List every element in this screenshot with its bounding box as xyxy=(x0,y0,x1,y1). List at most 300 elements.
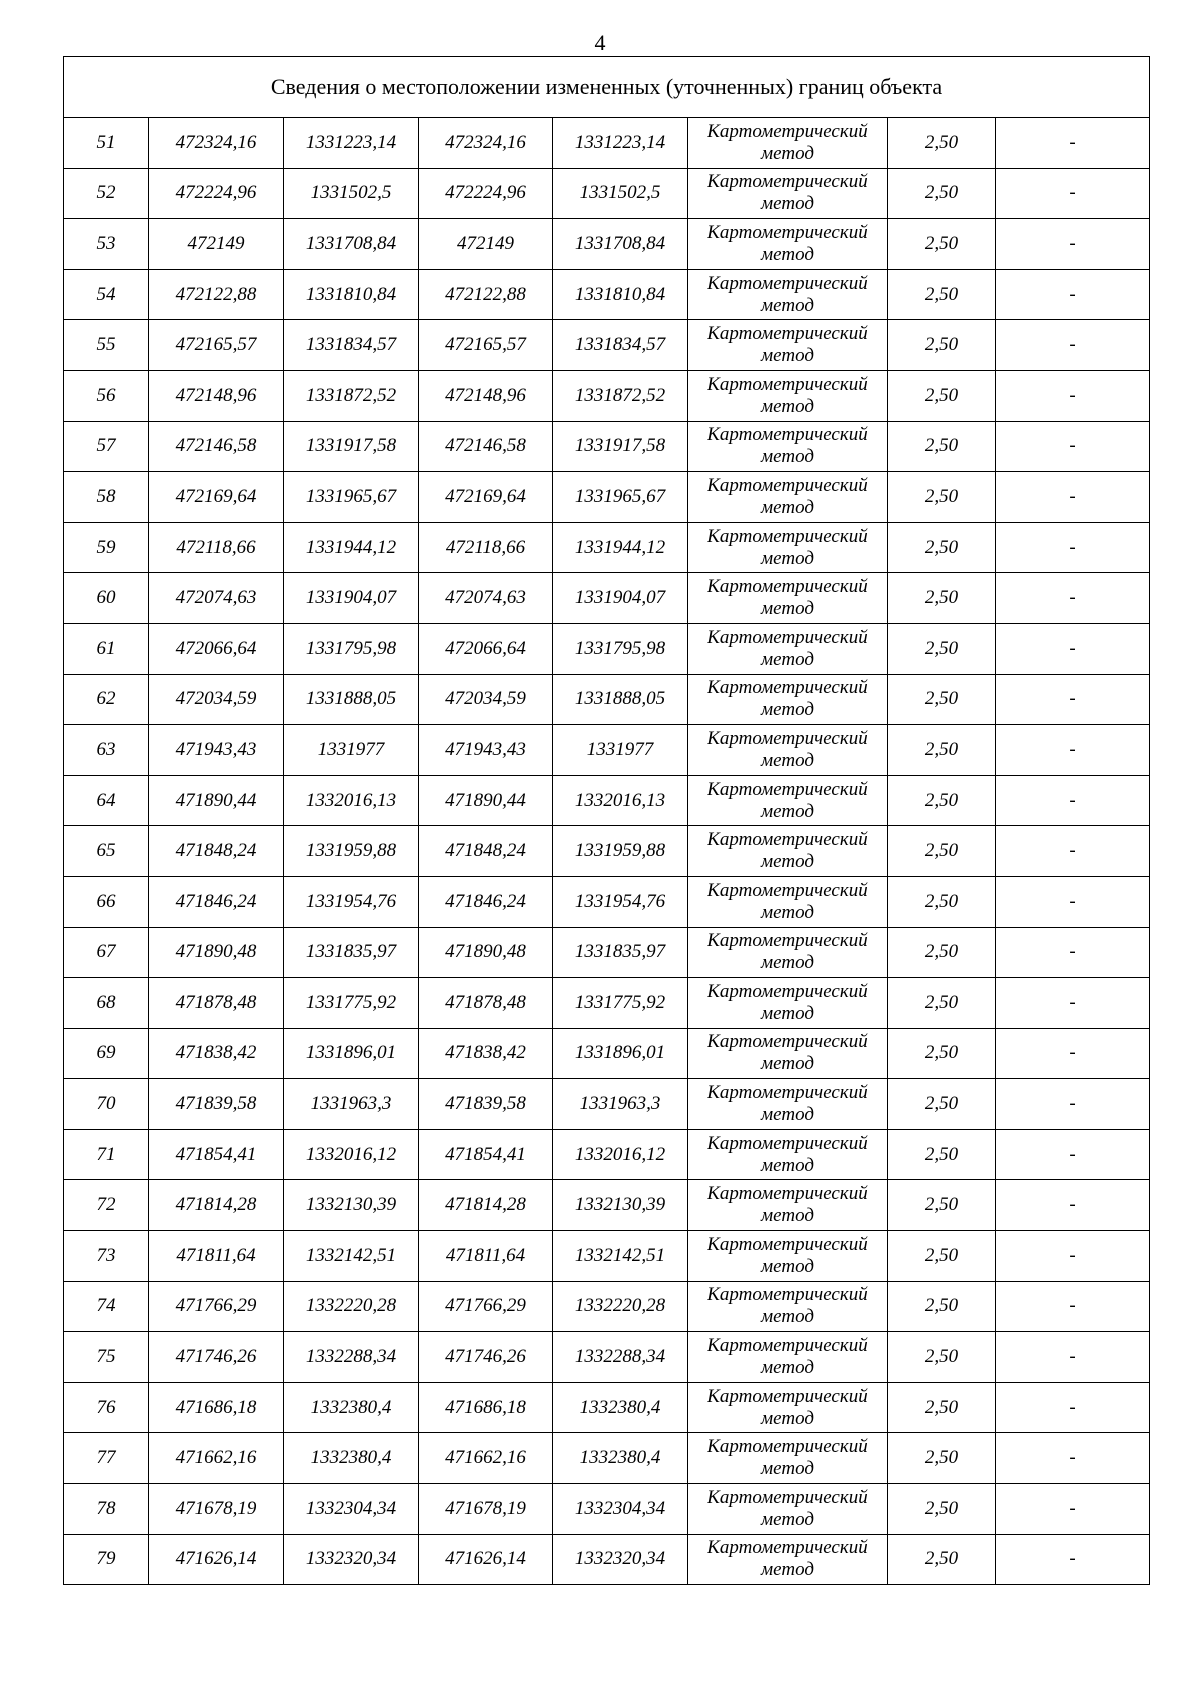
note-cell: - xyxy=(996,1180,1150,1231)
method-line-1: Картометрический xyxy=(707,778,868,800)
point-number-cell: 75 xyxy=(64,1332,149,1383)
method-line-2: метод xyxy=(761,1002,814,1024)
accuracy-cell: 2,50 xyxy=(888,421,996,472)
note-cell: - xyxy=(996,168,1150,219)
accuracy-cell: 2,50 xyxy=(888,674,996,725)
existing-x-cell: 472149 xyxy=(149,219,284,270)
method-line-1: Картометрический xyxy=(707,1183,868,1205)
existing-y-cell: 1331708,84 xyxy=(284,219,419,270)
note-cell: - xyxy=(996,876,1150,927)
table-row xyxy=(64,522,1150,573)
method-cell xyxy=(688,269,888,320)
new-x-cell: 472146,58 xyxy=(419,421,553,472)
method-line-1: Картометрический xyxy=(707,727,868,749)
existing-x-cell: 472146,58 xyxy=(149,421,284,472)
method-cell xyxy=(688,978,888,1029)
existing-y-cell: 1331888,05 xyxy=(284,674,419,725)
accuracy-cell: 2,50 xyxy=(888,1180,996,1231)
existing-y-cell: 1331795,98 xyxy=(284,623,419,674)
existing-x-cell: 471854,41 xyxy=(149,1129,284,1180)
point-number-cell: 55 xyxy=(64,320,149,371)
note-cell: - xyxy=(996,674,1150,725)
accuracy-cell: 2,50 xyxy=(888,1028,996,1079)
point-number-cell: 58 xyxy=(64,472,149,523)
method-line-2: метод xyxy=(761,547,814,569)
table-row xyxy=(64,1079,1150,1130)
existing-y-cell: 1331954,76 xyxy=(284,876,419,927)
existing-x-cell: 471626,14 xyxy=(149,1534,284,1585)
method-cell xyxy=(688,472,888,523)
method-cell xyxy=(688,1180,888,1231)
note-cell: - xyxy=(996,1281,1150,1332)
table-row xyxy=(64,118,1150,169)
existing-x-cell: 472165,57 xyxy=(149,320,284,371)
new-y-cell: 1331965,67 xyxy=(553,472,688,523)
method-line-2: метод xyxy=(761,851,814,873)
method-cell xyxy=(688,320,888,371)
new-x-cell: 471848,24 xyxy=(419,826,553,877)
note-cell: - xyxy=(996,1231,1150,1282)
point-number-cell: 71 xyxy=(64,1129,149,1180)
new-y-cell: 1331888,05 xyxy=(553,674,688,725)
existing-x-cell: 471814,28 xyxy=(149,1180,284,1231)
accuracy-cell: 2,50 xyxy=(888,573,996,624)
existing-y-cell: 1331896,01 xyxy=(284,1028,419,1079)
method-line-1: Картометрический xyxy=(707,1335,868,1357)
method-line-1: Картометрический xyxy=(707,221,868,243)
note-cell: - xyxy=(996,320,1150,371)
new-x-cell: 471746,26 xyxy=(419,1332,553,1383)
table-row xyxy=(64,927,1150,978)
method-cell xyxy=(688,876,888,927)
note-cell: - xyxy=(996,1433,1150,1484)
accuracy-cell: 2,50 xyxy=(888,370,996,421)
method-cell xyxy=(688,522,888,573)
table-row xyxy=(64,1180,1150,1231)
new-x-cell: 471686,18 xyxy=(419,1382,553,1433)
point-number-cell: 52 xyxy=(64,168,149,219)
point-number-cell: 67 xyxy=(64,927,149,978)
existing-x-cell: 472122,88 xyxy=(149,269,284,320)
accuracy-cell: 2,50 xyxy=(888,1484,996,1535)
method-line-1: Картометрический xyxy=(707,1537,868,1559)
new-y-cell: 1331502,5 xyxy=(553,168,688,219)
existing-y-cell: 1331502,5 xyxy=(284,168,419,219)
table-row xyxy=(64,1484,1150,1535)
method-line-2: метод xyxy=(761,1407,814,1429)
method-line-1: Картометрический xyxy=(707,525,868,547)
new-x-cell: 472122,88 xyxy=(419,269,553,320)
new-x-cell: 472074,63 xyxy=(419,573,553,624)
existing-x-cell: 472324,16 xyxy=(149,118,284,169)
existing-y-cell: 1332142,51 xyxy=(284,1231,419,1282)
table-row xyxy=(64,1332,1150,1383)
table-row xyxy=(64,1281,1150,1332)
method-line-2: метод xyxy=(761,1306,814,1328)
note-cell: - xyxy=(996,826,1150,877)
table-row xyxy=(64,1028,1150,1079)
method-line-2: метод xyxy=(761,901,814,923)
point-number-cell: 57 xyxy=(64,421,149,472)
note-cell: - xyxy=(996,522,1150,573)
method-line-2: метод xyxy=(761,1357,814,1379)
point-number-cell: 63 xyxy=(64,725,149,776)
note-cell: - xyxy=(996,978,1150,1029)
existing-x-cell: 471878,48 xyxy=(149,978,284,1029)
method-line-1: Картометрический xyxy=(707,1132,868,1154)
note-cell: - xyxy=(996,269,1150,320)
accuracy-cell: 2,50 xyxy=(888,1129,996,1180)
new-y-cell: 1332320,34 xyxy=(553,1534,688,1585)
note-cell: - xyxy=(996,1079,1150,1130)
method-line-1: Картометрический xyxy=(707,829,868,851)
existing-y-cell: 1331872,52 xyxy=(284,370,419,421)
method-line-1: Картометрический xyxy=(707,1385,868,1407)
existing-x-cell: 472034,59 xyxy=(149,674,284,725)
accuracy-cell: 2,50 xyxy=(888,623,996,674)
table-row xyxy=(64,370,1150,421)
method-line-2: метод xyxy=(761,1154,814,1176)
point-number-cell: 54 xyxy=(64,269,149,320)
existing-y-cell: 1331904,07 xyxy=(284,573,419,624)
accuracy-cell: 2,50 xyxy=(888,826,996,877)
method-line-2: метод xyxy=(761,294,814,316)
page-number: 4 xyxy=(594,30,606,55)
method-line-2: метод xyxy=(761,1508,814,1530)
new-x-cell: 472066,64 xyxy=(419,623,553,674)
method-line-1: Картометрический xyxy=(707,1233,868,1255)
existing-y-cell: 1332016,13 xyxy=(284,775,419,826)
new-y-cell: 1331963,3 xyxy=(553,1079,688,1130)
new-x-cell: 472324,16 xyxy=(419,118,553,169)
new-x-cell: 471890,44 xyxy=(419,775,553,826)
method-line-2: метод xyxy=(761,496,814,518)
existing-x-cell: 471846,24 xyxy=(149,876,284,927)
point-number-cell: 76 xyxy=(64,1382,149,1433)
method-line-1: Картометрический xyxy=(707,272,868,294)
method-cell xyxy=(688,1281,888,1332)
existing-x-cell: 472169,64 xyxy=(149,472,284,523)
existing-y-cell: 1331965,67 xyxy=(284,472,419,523)
table-row xyxy=(64,1382,1150,1433)
new-x-cell: 472149 xyxy=(419,219,553,270)
point-number-cell: 60 xyxy=(64,573,149,624)
table-row xyxy=(64,826,1150,877)
existing-y-cell: 1332380,4 xyxy=(284,1433,419,1484)
accuracy-cell: 2,50 xyxy=(888,168,996,219)
method-line-1: Картометрический xyxy=(707,120,868,142)
table-row xyxy=(64,269,1150,320)
method-cell xyxy=(688,826,888,877)
method-line-2: метод xyxy=(761,800,814,822)
note-cell: - xyxy=(996,118,1150,169)
method-line-1: Картометрический xyxy=(707,1486,868,1508)
point-number-cell: 53 xyxy=(64,219,149,270)
existing-y-cell: 1332288,34 xyxy=(284,1332,419,1383)
point-number-cell: 70 xyxy=(64,1079,149,1130)
method-cell xyxy=(688,725,888,776)
new-x-cell: 472224,96 xyxy=(419,168,553,219)
table-row xyxy=(64,1231,1150,1282)
method-cell xyxy=(688,1534,888,1585)
new-x-cell: 471678,19 xyxy=(419,1484,553,1535)
method-line-2: метод xyxy=(761,1458,814,1480)
point-number-cell: 74 xyxy=(64,1281,149,1332)
existing-y-cell: 1331775,92 xyxy=(284,978,419,1029)
table-row xyxy=(64,421,1150,472)
method-cell xyxy=(688,1231,888,1282)
method-line-2: метод xyxy=(761,1053,814,1075)
method-cell xyxy=(688,775,888,826)
method-cell xyxy=(688,1484,888,1535)
point-number-cell: 78 xyxy=(64,1484,149,1535)
method-line-2: метод xyxy=(761,699,814,721)
new-x-cell: 471839,58 xyxy=(419,1079,553,1130)
new-y-cell: 1332130,39 xyxy=(553,1180,688,1231)
new-x-cell: 471854,41 xyxy=(419,1129,553,1180)
existing-y-cell: 1331959,88 xyxy=(284,826,419,877)
existing-x-cell: 472066,64 xyxy=(149,623,284,674)
new-x-cell: 472169,64 xyxy=(419,472,553,523)
new-x-cell: 471890,48 xyxy=(419,927,553,978)
method-line-1: Картометрический xyxy=(707,474,868,496)
method-line-1: Картометрический xyxy=(707,1284,868,1306)
point-number-cell: 65 xyxy=(64,826,149,877)
method-cell xyxy=(688,674,888,725)
method-line-2: метод xyxy=(761,952,814,974)
accuracy-cell: 2,50 xyxy=(888,876,996,927)
existing-x-cell: 471662,16 xyxy=(149,1433,284,1484)
method-cell xyxy=(688,219,888,270)
accuracy-cell: 2,50 xyxy=(888,1534,996,1585)
method-line-2: метод xyxy=(761,193,814,215)
new-y-cell: 1331959,88 xyxy=(553,826,688,877)
existing-x-cell: 471811,64 xyxy=(149,1231,284,1282)
new-y-cell: 1331708,84 xyxy=(553,219,688,270)
existing-y-cell: 1331223,14 xyxy=(284,118,419,169)
method-line-2: метод xyxy=(761,1255,814,1277)
existing-y-cell: 1332304,34 xyxy=(284,1484,419,1535)
accuracy-cell: 2,50 xyxy=(888,725,996,776)
note-cell: - xyxy=(996,370,1150,421)
new-x-cell: 471662,16 xyxy=(419,1433,553,1484)
existing-x-cell: 471839,58 xyxy=(149,1079,284,1130)
new-x-cell: 471878,48 xyxy=(419,978,553,1029)
method-line-1: Картометрический xyxy=(707,576,868,598)
method-line-2: метод xyxy=(761,446,814,468)
existing-x-cell: 471890,44 xyxy=(149,775,284,826)
accuracy-cell: 2,50 xyxy=(888,118,996,169)
existing-y-cell: 1331810,84 xyxy=(284,269,419,320)
note-cell: - xyxy=(996,573,1150,624)
existing-x-cell: 471838,42 xyxy=(149,1028,284,1079)
existing-x-cell: 471678,19 xyxy=(149,1484,284,1535)
point-number-cell: 62 xyxy=(64,674,149,725)
table-row xyxy=(64,725,1150,776)
method-cell xyxy=(688,573,888,624)
existing-y-cell: 1331834,57 xyxy=(284,320,419,371)
point-number-cell: 59 xyxy=(64,522,149,573)
point-number-cell: 61 xyxy=(64,623,149,674)
method-line-2: метод xyxy=(761,243,814,265)
method-cell xyxy=(688,168,888,219)
boundary-coordinates-table xyxy=(63,56,1150,1585)
new-y-cell: 1332380,4 xyxy=(553,1433,688,1484)
note-cell: - xyxy=(996,1028,1150,1079)
new-y-cell: 1331954,76 xyxy=(553,876,688,927)
note-cell: - xyxy=(996,623,1150,674)
existing-x-cell: 472074,63 xyxy=(149,573,284,624)
method-line-2: метод xyxy=(761,395,814,417)
table-body xyxy=(64,57,1150,1585)
existing-y-cell: 1332220,28 xyxy=(284,1281,419,1332)
note-cell: - xyxy=(996,725,1150,776)
table-row xyxy=(64,1129,1150,1180)
accuracy-cell: 2,50 xyxy=(888,1382,996,1433)
method-line-1: Картометрический xyxy=(707,677,868,699)
point-number-cell: 56 xyxy=(64,370,149,421)
existing-y-cell: 1332320,34 xyxy=(284,1534,419,1585)
method-cell xyxy=(688,1382,888,1433)
point-number-cell: 73 xyxy=(64,1231,149,1282)
accuracy-cell: 2,50 xyxy=(888,472,996,523)
accuracy-cell: 2,50 xyxy=(888,1079,996,1130)
existing-y-cell: 1332380,4 xyxy=(284,1382,419,1433)
new-y-cell: 1331810,84 xyxy=(553,269,688,320)
method-cell xyxy=(688,1129,888,1180)
existing-y-cell: 1332130,39 xyxy=(284,1180,419,1231)
note-cell: - xyxy=(996,421,1150,472)
new-y-cell: 1332288,34 xyxy=(553,1332,688,1383)
new-y-cell: 1331834,57 xyxy=(553,320,688,371)
method-line-1: Картометрический xyxy=(707,980,868,1002)
table-row xyxy=(64,1534,1150,1585)
table-row xyxy=(64,978,1150,1029)
method-cell xyxy=(688,1332,888,1383)
existing-x-cell: 471686,18 xyxy=(149,1382,284,1433)
table-row xyxy=(64,674,1150,725)
note-cell: - xyxy=(996,1129,1150,1180)
note-cell: - xyxy=(996,927,1150,978)
table-row xyxy=(64,320,1150,371)
new-x-cell: 472118,66 xyxy=(419,522,553,573)
method-line-2: метод xyxy=(761,1104,814,1126)
new-y-cell: 1331872,52 xyxy=(553,370,688,421)
method-line-2: метод xyxy=(761,1559,814,1581)
method-line-1: Картометрический xyxy=(707,1082,868,1104)
existing-x-cell: 471746,26 xyxy=(149,1332,284,1383)
existing-x-cell: 471943,43 xyxy=(149,725,284,776)
table-row xyxy=(64,573,1150,624)
accuracy-cell: 2,50 xyxy=(888,1281,996,1332)
table-row xyxy=(64,876,1150,927)
new-x-cell: 471943,43 xyxy=(419,725,553,776)
accuracy-cell: 2,50 xyxy=(888,1433,996,1484)
existing-y-cell: 1331977 xyxy=(284,725,419,776)
table-row xyxy=(64,219,1150,270)
table-row xyxy=(64,623,1150,674)
new-y-cell: 1331795,98 xyxy=(553,623,688,674)
method-line-1: Картометрический xyxy=(707,930,868,952)
method-line-1: Картометрический xyxy=(707,171,868,193)
new-x-cell: 471766,29 xyxy=(419,1281,553,1332)
point-number-cell: 51 xyxy=(64,118,149,169)
new-y-cell: 1331904,07 xyxy=(553,573,688,624)
method-line-2: метод xyxy=(761,142,814,164)
method-cell xyxy=(688,1028,888,1079)
new-x-cell: 472034,59 xyxy=(419,674,553,725)
method-line-1: Картометрический xyxy=(707,626,868,648)
note-cell: - xyxy=(996,1484,1150,1535)
new-y-cell: 1331977 xyxy=(553,725,688,776)
accuracy-cell: 2,50 xyxy=(888,775,996,826)
existing-x-cell: 471766,29 xyxy=(149,1281,284,1332)
method-line-2: метод xyxy=(761,598,814,620)
accuracy-cell: 2,50 xyxy=(888,978,996,1029)
new-x-cell: 471846,24 xyxy=(419,876,553,927)
new-y-cell: 1332220,28 xyxy=(553,1281,688,1332)
method-cell xyxy=(688,421,888,472)
method-line-1: Картометрический xyxy=(707,323,868,345)
new-x-cell: 471811,64 xyxy=(419,1231,553,1282)
new-y-cell: 1331835,97 xyxy=(553,927,688,978)
accuracy-cell: 2,50 xyxy=(888,320,996,371)
point-number-cell: 66 xyxy=(64,876,149,927)
table-row xyxy=(64,775,1150,826)
accuracy-cell: 2,50 xyxy=(888,269,996,320)
existing-y-cell: 1332016,12 xyxy=(284,1129,419,1180)
accuracy-cell: 2,50 xyxy=(888,927,996,978)
new-x-cell: 471626,14 xyxy=(419,1534,553,1585)
new-y-cell: 1331896,01 xyxy=(553,1028,688,1079)
method-line-2: метод xyxy=(761,749,814,771)
existing-x-cell: 471848,24 xyxy=(149,826,284,877)
existing-y-cell: 1331835,97 xyxy=(284,927,419,978)
method-line-1: Картометрический xyxy=(707,373,868,395)
method-line-2: метод xyxy=(761,1205,814,1227)
existing-y-cell: 1331917,58 xyxy=(284,421,419,472)
existing-x-cell: 472118,66 xyxy=(149,522,284,573)
existing-y-cell: 1331944,12 xyxy=(284,522,419,573)
new-y-cell: 1332016,13 xyxy=(553,775,688,826)
accuracy-cell: 2,50 xyxy=(888,1332,996,1383)
note-cell: - xyxy=(996,219,1150,270)
new-x-cell: 472165,57 xyxy=(419,320,553,371)
method-cell xyxy=(688,118,888,169)
method-line-1: Картометрический xyxy=(707,424,868,446)
point-number-cell: 64 xyxy=(64,775,149,826)
new-x-cell: 472148,96 xyxy=(419,370,553,421)
method-cell xyxy=(688,927,888,978)
table-title: Сведения о местоположении измененных (уточненных) границ объекта xyxy=(64,57,1150,118)
accuracy-cell: 2,50 xyxy=(888,219,996,270)
method-line-2: метод xyxy=(761,648,814,670)
note-cell: - xyxy=(996,472,1150,523)
table-row xyxy=(64,472,1150,523)
new-x-cell: 471814,28 xyxy=(419,1180,553,1231)
point-number-cell: 68 xyxy=(64,978,149,1029)
new-y-cell: 1332016,12 xyxy=(553,1129,688,1180)
existing-y-cell: 1331963,3 xyxy=(284,1079,419,1130)
accuracy-cell: 2,50 xyxy=(888,1231,996,1282)
table-row xyxy=(64,1433,1150,1484)
method-line-1: Картометрический xyxy=(707,1031,868,1053)
method-line-1: Картометрический xyxy=(707,1436,868,1458)
existing-x-cell: 472224,96 xyxy=(149,168,284,219)
table-title-row xyxy=(64,57,1150,118)
note-cell: - xyxy=(996,1534,1150,1585)
new-y-cell: 1331775,92 xyxy=(553,978,688,1029)
